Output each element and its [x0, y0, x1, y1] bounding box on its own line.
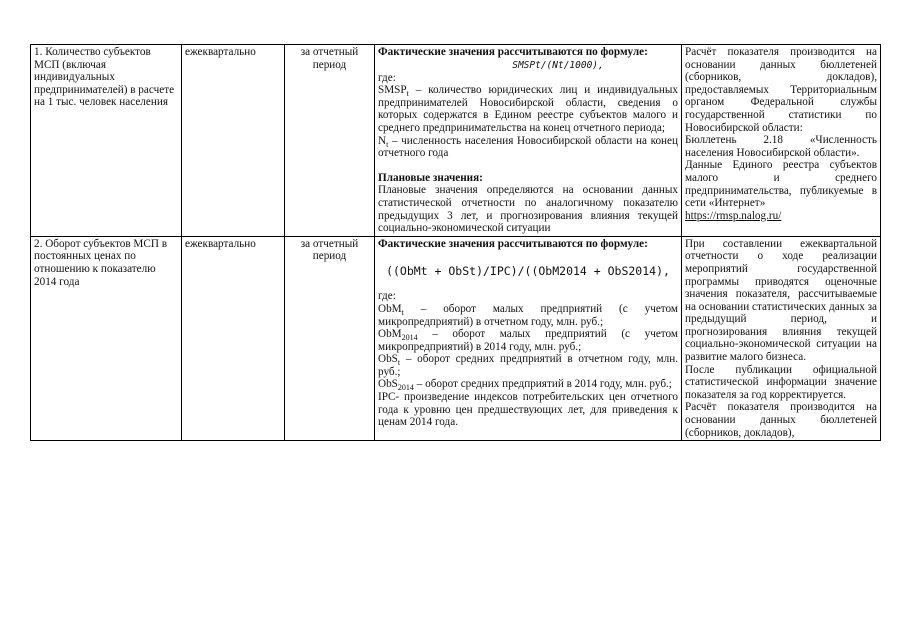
definition-symbol: IPC: [378, 391, 396, 404]
definition-text: – количество юридических лиц и индивидуальных предпринимателей Новосибирской области, сведения о которых содержатся в Едином реестре субъектов малого и среднего предпринимательства на конец отчетного периода;: [378, 84, 678, 134]
method-heading: Фактические значения рассчитываются по формуле:: [378, 46, 648, 58]
definition-text: – оборот малых предприятий (с учетом микропредприятий) в 2014 году, млн. руб.;: [378, 328, 678, 353]
table-row: [31, 45, 881, 237]
source-paragraph: Расчёт показателя производится на основании данных бюллетеней (сборников, докладов),: [685, 401, 877, 439]
formula: SMSPt/(Nt/1000),: [512, 59, 604, 71]
definition-text: – оборот малых предприятий (с учетом микропредприятий) в отчетном году, млн. руб.;: [378, 302, 678, 328]
source-paragraph: Расчёт показателя производится на основании данных бюллетеней (сборников, докладов), предоставляемых Территориальным органом Федеральной службы государственной статистики по Новосибирской области:: [685, 46, 877, 134]
definition-subscript: t: [386, 139, 389, 149]
frequency-cell: [182, 45, 285, 237]
definition-subscript: t: [397, 358, 401, 368]
definition-text: – оборот средних предприятий в отчетном году, млн. руб.;: [378, 353, 678, 378]
period-text: за отчетный период: [300, 237, 359, 263]
frequency-cell: [182, 236, 285, 441]
definition-symbol: ObS: [378, 378, 398, 391]
indicator-name: 1. Количество субъектов МСП (включая индивидуальных предпринимателей) в расчете на 1 тыс. человек населения: [34, 46, 175, 109]
definition: [378, 135, 678, 160]
where-label: где:: [378, 290, 396, 303]
source-cell: [682, 236, 881, 441]
definition-text: – численность населения Новосибирской области на конец отчетного года: [378, 134, 678, 160]
definition-subscript: t: [406, 89, 409, 99]
definition-symbol: SMSP: [378, 84, 407, 97]
definition-symbol: ObM: [378, 302, 402, 315]
method-cell: [375, 45, 682, 237]
definition-symbol: ObM: [378, 328, 402, 341]
definition-text: - произведение индексов потребительских цен отчетного года к уровню цен предшествующих лет, для приведения к ценам 2014 года.: [378, 391, 678, 429]
definition-subscript: 2014: [397, 383, 414, 393]
definition-subscript: t: [401, 308, 404, 318]
definition: [378, 328, 678, 353]
definition: [378, 303, 678, 328]
document-page: [30, 44, 880, 441]
formula: ((ObMt + ObSt)/IPC)/((ObM2014 + ObS2014),: [386, 264, 670, 279]
definition-subscript: 2014: [401, 333, 418, 343]
definition-symbol: ObS: [378, 353, 398, 366]
frequency-text: ежеквартально: [185, 46, 256, 58]
definition: [378, 353, 678, 378]
indicator-cell: [31, 45, 182, 237]
registry-link[interactable]: https://rmsp.nalog.ru/: [685, 209, 782, 222]
source-paragraph: Данные Единого реестра субъектов малого и среднего предпринимательства, публикуемые в сети «Интернет»: [685, 159, 877, 210]
indicator-cell: [31, 236, 182, 441]
definition-text: – оборот средних предприятий в 2014 году, млн. руб.;: [413, 378, 672, 391]
period-cell: [285, 45, 375, 237]
table-row: [31, 236, 881, 441]
definition: [378, 84, 678, 134]
period-cell: [285, 236, 375, 441]
indicators-table: [30, 44, 881, 441]
plan-text: Плановые значения определяются на основании данных статистической отчетности по аналогичному показателю предыдущих 3 лет, и прогнозирования влияния текущей социально-экономической ситуации: [378, 184, 678, 235]
frequency-text: ежеквартально: [185, 237, 256, 250]
method-cell: [375, 236, 682, 441]
method-heading: Фактические значения рассчитываются по формуле:: [378, 237, 648, 250]
source-cell: [682, 45, 881, 237]
definition-symbol: N: [378, 134, 387, 147]
plan-heading: Плановые значения:: [378, 171, 483, 184]
indicator-name: 2. Оборот субъектов МСП в постоянных ценах по отношению к показателю 2014 года: [34, 237, 167, 288]
source-paragraph: После публикации официальной статистической информации значение показателя за год корректируется.: [685, 363, 877, 401]
period-text: за отчетный период: [300, 46, 359, 71]
source-paragraph: Бюллетень 2.18 «Численность населения Новосибирской области».: [685, 134, 877, 159]
where-label: где:: [378, 71, 396, 84]
source-paragraph: При составлении ежеквартальной отчетности о ходе реализации мероприятий государственной программы приводятся оценочные значения показателя, рассчитываемые на основании статистических данных за предыдущий период, и прогнозирования влияния текущей социально-экономической ситуации на развитие малого бизнеса.: [685, 237, 877, 364]
definition: [378, 378, 678, 391]
definition: [378, 391, 678, 429]
